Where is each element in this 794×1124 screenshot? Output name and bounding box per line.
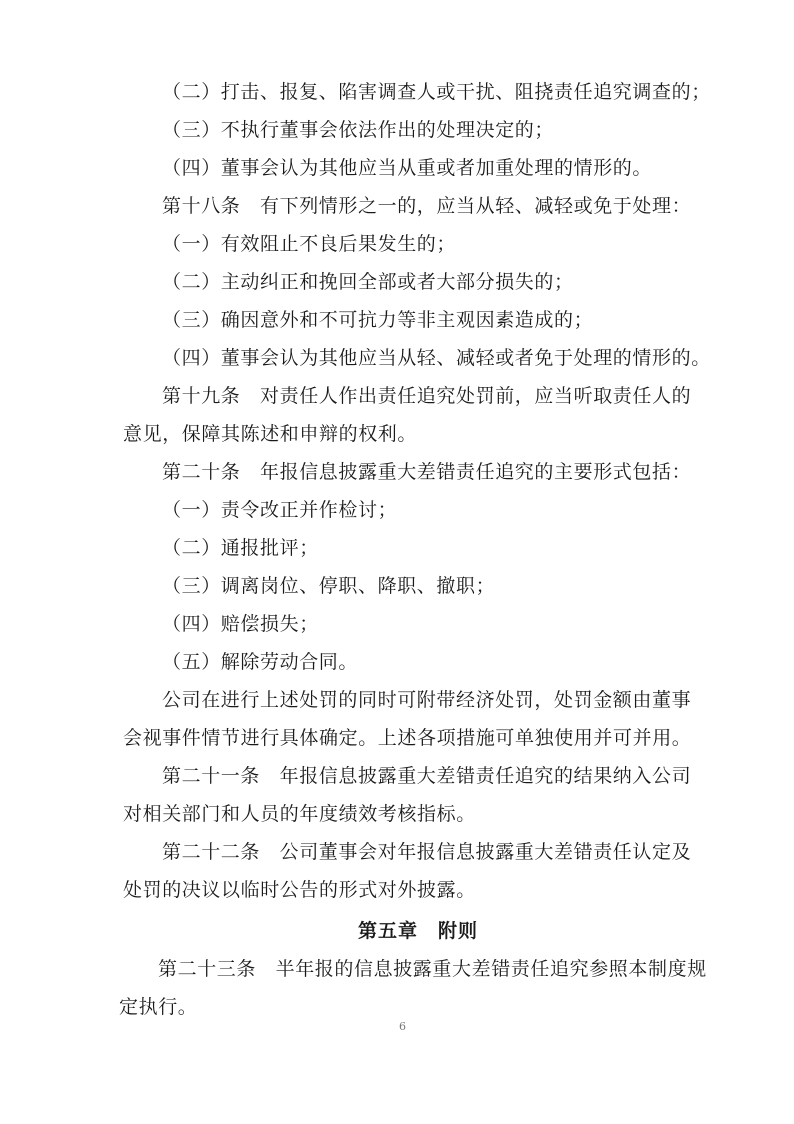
- paragraph-line: （四）董事会认为其他应当从重或者加重处理的情形的。: [162, 157, 653, 179]
- paragraph-line: 公司在进行上述处罚的同时可附带经济处罚，处罚金额由董事: [162, 689, 692, 711]
- paragraph-line: （四）董事会认为其他应当从轻、减轻或者免于处理的情形的。: [162, 347, 711, 369]
- paragraph-line: （二）主动纠正和挽回全部或者大部分损失的；: [162, 271, 574, 293]
- page-number: 6: [399, 1020, 406, 1033]
- article-19-line: 第十九条 对责任人作出责任追究处罚前，应当听取责任人的: [162, 385, 692, 407]
- article-20-line: 第二十条 年报信息披露重大差错责任追究的主要形式包括：: [162, 461, 692, 483]
- paragraph-line: （五）解除劳动合同。: [162, 651, 359, 673]
- paragraph-line: （一）责令改正并作检讨；: [162, 499, 398, 521]
- paragraph-line: （二）通报批评；: [162, 537, 319, 559]
- paragraph-line: 对相关部门和人员的年度绩效考核指标。: [123, 803, 476, 825]
- paragraph-line: （三）调离岗位、停职、降职、撤职；: [162, 575, 496, 597]
- paragraph-line: （三）不执行董事会依法作出的处理决定的；: [162, 119, 555, 141]
- article-18-line: 第十八条 有下列情形之一的，应当从轻、减轻或免于处理：: [162, 195, 692, 217]
- paragraph-line: （一）有效阻止不良后果发生的；: [162, 233, 457, 255]
- paragraph-line: （二）打击、报复、陷害调查人或干扰、阻挠责任追究调查的；: [162, 81, 711, 103]
- article-22-line: 第二十二条 公司董事会对年报信息披露重大差错责任认定及: [162, 841, 692, 863]
- chapter-heading: 第五章 附则: [358, 920, 479, 942]
- paragraph-line: 处罚的决议以临时公告的形式对外披露。: [123, 879, 476, 901]
- paragraph-line: 意见，保障其陈述和申辩的权利。: [123, 423, 418, 445]
- paragraph-line: 会视事件情节进行具体确定。上述各项措施可单独使用并可并用。: [123, 727, 692, 749]
- paragraph-line: （四）赔偿损失；: [162, 613, 319, 635]
- paragraph-line: （三）确因意外和不可抗力等非主观因素造成的；: [162, 309, 594, 331]
- article-23-line: 第二十三条 半年报的信息披露重大差错责任追究参照本制度规: [158, 958, 707, 980]
- article-21-line: 第二十一条 年报信息披露重大差错责任追究的结果纳入公司: [162, 765, 692, 787]
- paragraph-line: 定执行。: [119, 996, 198, 1018]
